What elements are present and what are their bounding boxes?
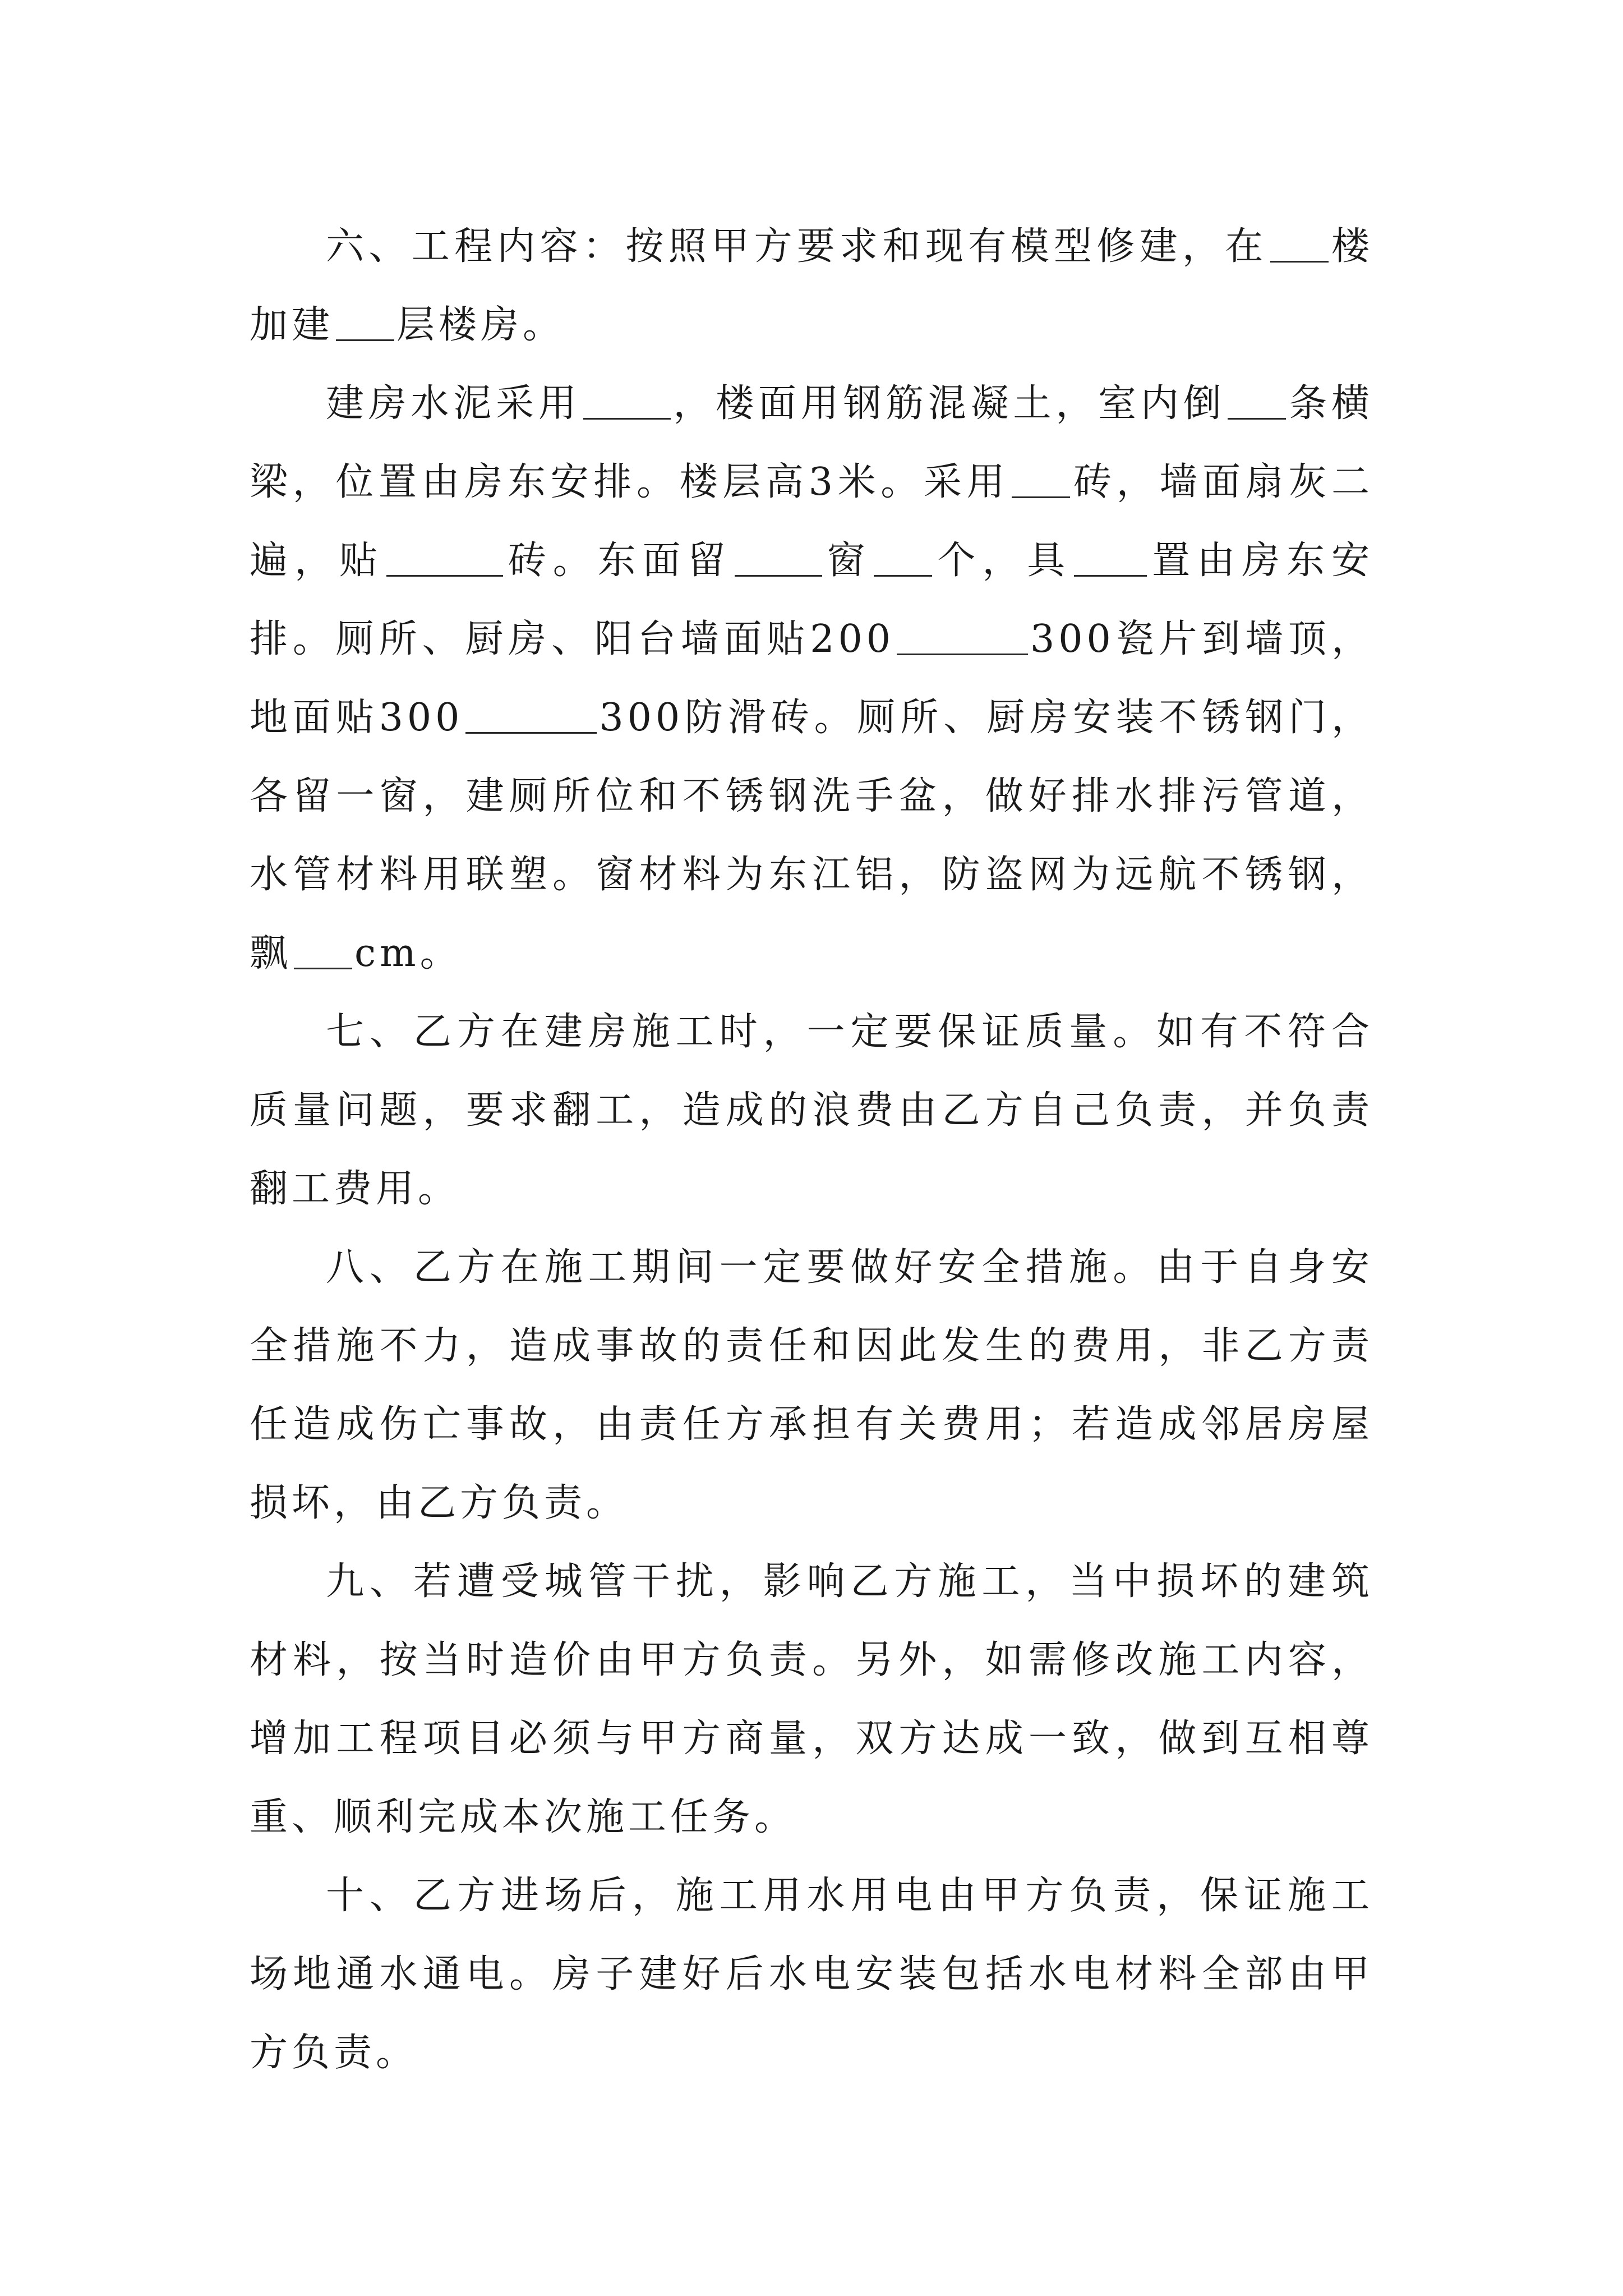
paragraph-clause-9 <box>250 1543 1373 1857</box>
paragraph-text: 楼加建 <box>250 224 1373 347</box>
fill-in-blank <box>336 295 394 341</box>
paragraph-clause-6-details <box>250 365 1373 993</box>
paragraph-text: 建房水泥采用 <box>326 381 581 426</box>
fill-in-blank <box>874 530 932 577</box>
paragraph-text: 300瓷片到墙顶，地面贴300 <box>250 617 1374 740</box>
fill-in-blank <box>1270 216 1329 263</box>
paragraph-text: 六、工程内容：按照甲方要求和现有模型修建，在 <box>326 224 1268 269</box>
paragraph-text: 七、乙方在建房施工时，一定要保证质量。如有不符合质量问题，要求翻工，造成的浪费由乙方自己负责，并负责翻工费用。 <box>250 1010 1373 1211</box>
fill-in-blank <box>465 687 597 734</box>
paragraph-text: 窗 <box>824 539 872 583</box>
fill-in-blank <box>1074 530 1147 577</box>
paragraph-clause-8 <box>250 1228 1373 1543</box>
paragraph-clause-6-title <box>250 208 1373 365</box>
paragraph-text: 砖。东面留 <box>505 539 732 583</box>
paragraph-text: 置由房东安排。厕所、厨房、阳台墙面贴200 <box>250 539 1373 661</box>
fill-in-blank <box>1012 452 1070 498</box>
paragraph-text: 300防滑砖。厕所、厨房安装不锈钢门，各留一窗，建厕所位和不锈钢洗手盆，做好排水排污管道，水管材料用联塑。窗材料为东江铝，防盗网为远航不锈钢，飘 <box>250 696 1373 976</box>
paragraph-text: 砖，墙面扇灰二遍，贴 <box>250 460 1373 583</box>
fill-in-blank <box>294 923 352 969</box>
paragraph-text: 个，具 <box>934 539 1072 583</box>
paragraph-clause-10 <box>250 1857 1373 2092</box>
paragraph-text: 八、乙方在施工期间一定要做好安全措施。由于自身安全措施不力，造成事故的责任和因此发生的费用，非乙方责任造成伤亡事故，由责任方承担有关费用；若造成邻居房屋损坏，由乙方负责。 <box>250 1245 1373 1525</box>
fill-in-blank <box>1228 373 1286 420</box>
fill-in-blank <box>386 530 503 577</box>
paragraph-text: cm。 <box>354 931 462 976</box>
paragraph-clause-7 <box>250 993 1373 1228</box>
fill-in-blank <box>897 609 1028 655</box>
fill-in-blank <box>735 530 822 577</box>
paragraph-text: 层楼房。 <box>396 303 565 347</box>
paragraph-text: 九、若遭受城管干扰，影响乙方施工，当中损坏的建筑材料，按当时造价由甲方负责。另外，如需修改施工内容，增加工程项目必须与甲方商量，双方达成一致，做到互相尊重、顺利完成本次施工任务。 <box>250 1559 1373 1839</box>
fill-in-blank <box>583 373 671 420</box>
paragraph-text: 条横梁，位置由房东安排。楼层高3米。采用 <box>250 381 1373 504</box>
paragraph-text: ，楼面用钢筋混凝土，室内倒 <box>672 381 1226 426</box>
paragraph-text: 十、乙方进场后，施工用水用电由甲方负责，保证施工场地通水通电。房子建好后水电安装包括水电材料全部由甲方负责。 <box>250 1874 1373 2075</box>
